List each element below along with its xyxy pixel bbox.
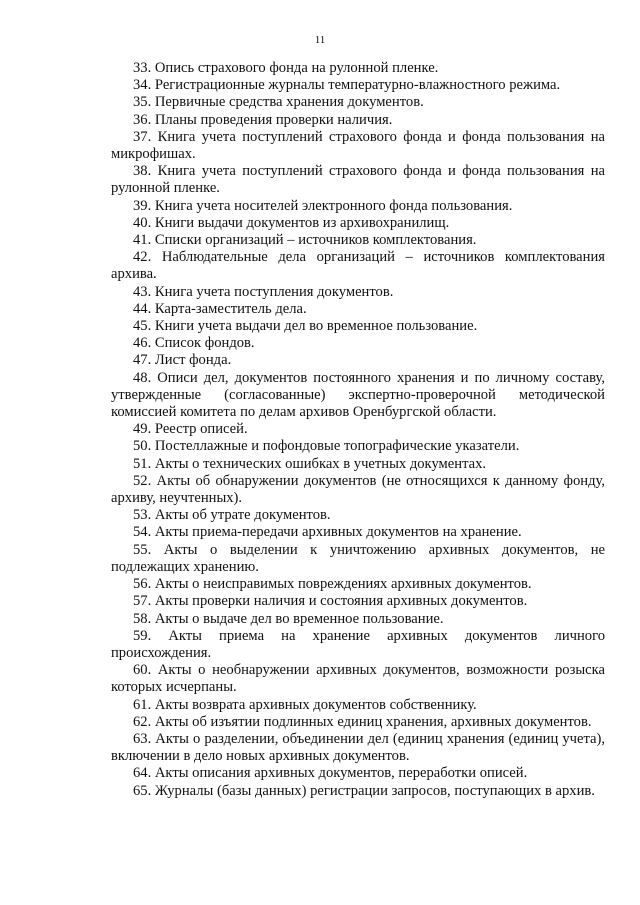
document-body — [111, 60, 605, 800]
list-item: 52. Акты об обнаружении документов (не относящихся к данному фонду, архиву, неучтенных). — [111, 472, 605, 507]
list-item: 55. Акты о выделении к уничтожению архивных документов, не подлежащих хранению. — [111, 541, 605, 575]
list-item: 62. Акты об изъятии подлинных единиц хранения, архивных документов. — [133, 713, 592, 730]
list-item: 35. Первичные средства хранения документов. — [133, 94, 424, 111]
list-item: 37. Книга учета поступлений страхового фонда и фонда пользования на микрофишах. — [111, 128, 605, 163]
page-number: 11 — [314, 34, 326, 46]
list-item: 48. Описи дел, документов постоянного хранения и по личному составу, утвержденные (согласованные) экспертно-проверочной методической комиссией комитета по делам архивов Оренбургской области. — [111, 369, 605, 421]
list-item: 49. Реестр описей. — [133, 421, 248, 438]
list-item: 42. Наблюдательные дела организаций – источников комплектования архива. — [111, 249, 605, 283]
list-item: 50. Постеллажные и пофондовые топографические указатели. — [133, 438, 520, 455]
list-item: 53. Акты об утрате документов. — [133, 507, 331, 524]
list-item: 63. Акты о разделении, объединении дел (единиц хранения (единиц учета), включении в дело новых архивных документов. — [111, 730, 605, 765]
list-item: 58. Акты о выдаче дел во временное пользование. — [133, 610, 444, 627]
list-item: 43. Книга учета поступления документов. — [133, 283, 394, 300]
list-item: 34. Регистрационные журналы температурно-влажностного режима. — [133, 77, 561, 94]
list-item: 47. Лист фонда. — [133, 352, 232, 369]
list-item: 64. Акты описания архивных документов, переработки описей. — [133, 765, 528, 782]
list-item: 51. Акты о технических ошибках в учетных документах. — [133, 455, 487, 472]
list-item: 36. Планы проведения проверки наличия. — [133, 111, 393, 128]
list-item: 44. Карта-заместитель дела. — [133, 300, 307, 317]
list-item: 39. Книга учета носителей электронного фонда пользования. — [133, 197, 513, 214]
list-item: 38. Книга учета поступлений страхового фонда и фонда пользования на рулонной пленке. — [111, 163, 605, 197]
list-item: 54. Акты приема-передачи архивных документов на хранение. — [133, 524, 522, 541]
list-item: 40. Книги выдачи документов из архивохранилищ. — [133, 214, 450, 231]
list-item: 60. Акты о необнаружении архивных документов, возможности розыска которых исчерпаны. — [111, 662, 605, 696]
list-item: 57. Акты проверки наличия и состояния архивных документов. — [133, 593, 528, 610]
list-item: 46. Список фондов. — [133, 335, 255, 352]
list-item: 41. Списки организаций – источников комплектования. — [133, 232, 477, 249]
list-item: 56. Акты о неисправимых повреждениях архивных документов. — [133, 576, 532, 593]
list-item: 65. Журналы (базы данных) регистрации запросов, поступающих в архив. — [133, 782, 595, 799]
list-item: 61. Акты возврата архивных документов собственнику. — [133, 696, 477, 713]
list-item: 33. Опись страхового фонда на рулонной пленке. — [133, 60, 439, 76]
list-item: 59. Акты приема на хранение архивных документов личного происхождения. — [111, 627, 605, 661]
list-item: 45. Книги учета выдачи дел во временное пользование. — [133, 318, 478, 335]
